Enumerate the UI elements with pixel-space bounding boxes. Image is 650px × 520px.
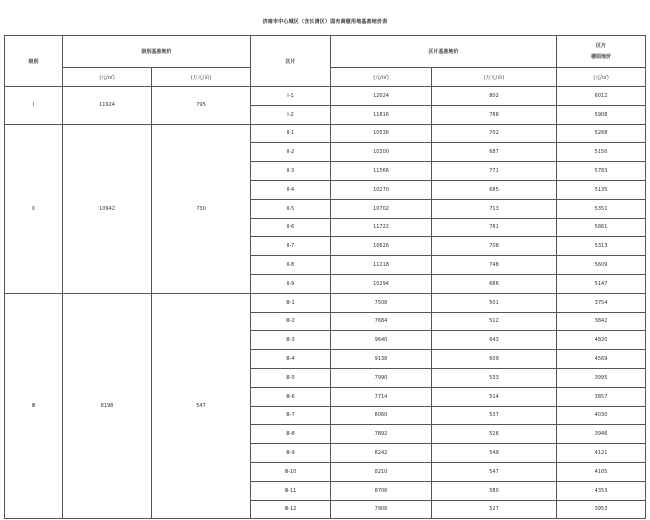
- grade-price-mu-cell: 547: [152, 293, 251, 519]
- zone-price-mu-cell: 781: [432, 218, 557, 237]
- zone-price-mu-cell: 702: [432, 124, 557, 143]
- zone-price-cell: 12024: [331, 87, 432, 106]
- grade-price-mu-cell: 730: [152, 124, 251, 293]
- unit-zone-wanyuan: (万元/亩): [432, 68, 557, 87]
- zone-floor-price-cell: 4105: [557, 462, 646, 481]
- zone-floor-price-cell: 3754: [557, 293, 646, 312]
- zone-price-cell: 11218: [331, 256, 432, 275]
- zone-cell: Ⅱ-3: [251, 162, 331, 181]
- unit-grade-yuan: (元/㎡): [63, 68, 152, 87]
- zone-price-cell: 7892: [331, 425, 432, 444]
- zone-price-cell: 7990: [331, 368, 432, 387]
- zone-price-mu-cell: 514: [432, 387, 557, 406]
- zone-cell: Ⅲ-7: [251, 406, 331, 425]
- zone-cell: Ⅱ-8: [251, 256, 331, 275]
- zone-cell: Ⅱ-7: [251, 237, 331, 256]
- zone-price-mu-cell: 512: [432, 312, 557, 331]
- zone-floor-price-cell: 3842: [557, 312, 646, 331]
- grade-price-mu-cell: 795: [152, 87, 251, 125]
- zone-price-cell: 10702: [331, 199, 432, 218]
- zone-cell: Ⅲ-10: [251, 462, 331, 481]
- zone-cell: Ⅱ-9: [251, 274, 331, 293]
- zone-price-mu-cell: 580: [432, 481, 557, 500]
- zone-price-mu-cell: 748: [432, 256, 557, 275]
- zone-floor-price-cell: 3857: [557, 387, 646, 406]
- table-row: [5, 124, 646, 143]
- zone-cell: Ⅱ-1: [251, 124, 331, 143]
- zone-price-mu-cell: 547: [432, 462, 557, 481]
- zone-price-mu-cell: 686: [432, 274, 557, 293]
- zone-floor-price-cell: 4569: [557, 350, 646, 369]
- zone-cell: Ⅰ-1: [251, 87, 331, 106]
- zone-cell: Ⅱ-5: [251, 199, 331, 218]
- grade-price-cell: 11924: [63, 87, 152, 125]
- zone-price-mu-cell: 788: [432, 105, 557, 124]
- zone-floor-price-cell: 5313: [557, 237, 646, 256]
- zone-cell: Ⅱ-4: [251, 180, 331, 199]
- zone-price-mu-cell: 771: [432, 162, 557, 181]
- grade-cell: Ⅰ: [5, 87, 63, 125]
- land-price-table: [4, 35, 646, 519]
- zone-price-cell: 9138: [331, 350, 432, 369]
- zone-floor-price-cell: 5351: [557, 199, 646, 218]
- zone-price-mu-cell: 537: [432, 406, 557, 425]
- zone-cell: Ⅲ-2: [251, 312, 331, 331]
- zone-cell: Ⅲ-11: [251, 481, 331, 500]
- zone-price-mu-cell: 533: [432, 368, 557, 387]
- zone-floor-price-cell: 5135: [557, 180, 646, 199]
- zone-price-cell: 7906: [331, 500, 432, 519]
- zone-price-mu-cell: 802: [432, 87, 557, 106]
- unit-grade-wanyuan: (万元/亩): [152, 68, 251, 87]
- zone-floor-price-cell: 4121: [557, 444, 646, 463]
- grade-cell: Ⅱ: [5, 124, 63, 293]
- zone-floor-price-cell: 3946: [557, 425, 646, 444]
- zone-floor-price-cell: 4030: [557, 406, 646, 425]
- zone-price-cell: 11566: [331, 162, 432, 181]
- zone-floor-price-cell: 5147: [557, 274, 646, 293]
- zone-price-mu-cell: 643: [432, 331, 557, 350]
- zone-price-mu-cell: 713: [432, 199, 557, 218]
- zone-floor-price-cell: 4820: [557, 331, 646, 350]
- zone-price-cell: 10626: [331, 237, 432, 256]
- zone-price-mu-cell: 549: [432, 444, 557, 463]
- zone-price-mu-cell: 685: [432, 180, 557, 199]
- zone-cell: Ⅱ-2: [251, 143, 331, 162]
- zone-floor-price-cell: 5908: [557, 105, 646, 124]
- header-zone-floor-line1: 区片: [596, 42, 607, 49]
- zone-floor-price-cell: 3995: [557, 368, 646, 387]
- table-row: [5, 87, 646, 106]
- zone-cell: Ⅱ-6: [251, 218, 331, 237]
- zone-price-cell: 8210: [331, 462, 432, 481]
- zone-floor-price-cell: 4353: [557, 481, 646, 500]
- table-body: [5, 87, 646, 519]
- zone-price-mu-cell: 609: [432, 350, 557, 369]
- grade-price-cell: 8198: [63, 293, 152, 519]
- table-row: [5, 293, 646, 312]
- zone-price-cell: 10270: [331, 180, 432, 199]
- page-title: 济南市中心城区（含长清区）国有商服用地基准地价表: [262, 19, 388, 25]
- zone-floor-price-cell: 5861: [557, 218, 646, 237]
- zone-price-cell: 9640: [331, 331, 432, 350]
- zone-cell: Ⅲ-6: [251, 387, 331, 406]
- zone-cell: Ⅲ-5: [251, 368, 331, 387]
- zone-cell: Ⅲ-9: [251, 444, 331, 463]
- zone-price-cell: 10294: [331, 274, 432, 293]
- zone-cell: Ⅲ-1: [251, 293, 331, 312]
- header-zone: 区片: [251, 36, 331, 87]
- zone-floor-price-cell: 6012: [557, 87, 646, 106]
- zone-price-cell: 8242: [331, 444, 432, 463]
- zone-cell: Ⅰ-2: [251, 105, 331, 124]
- zone-floor-price-cell: 5609: [557, 256, 646, 275]
- header-grade: 级别: [5, 36, 63, 87]
- zone-cell: Ⅲ-3: [251, 331, 331, 350]
- zone-floor-price-cell: 5150: [557, 143, 646, 162]
- grade-cell: Ⅲ: [5, 293, 63, 519]
- zone-cell: Ⅲ-8: [251, 425, 331, 444]
- zone-price-mu-cell: 526: [432, 425, 557, 444]
- zone-price-cell: 10536: [331, 124, 432, 143]
- zone-price-cell: 10300: [331, 143, 432, 162]
- header-grade-price: 级别基准地价: [63, 36, 251, 68]
- unit-floor-yuan: (元/㎡): [557, 68, 646, 87]
- header-zone-floor-price: [557, 36, 646, 68]
- zone-price-cell: 7714: [331, 387, 432, 406]
- unit-zone-yuan: (元/㎡): [331, 68, 432, 87]
- zone-price-mu-cell: 527: [432, 500, 557, 519]
- zone-floor-price-cell: 5268: [557, 124, 646, 143]
- header-zone-price: 区片基准地价: [331, 36, 557, 68]
- zone-price-cell: 7508: [331, 293, 432, 312]
- zone-price-cell: 8060: [331, 406, 432, 425]
- grade-price-cell: 10942: [63, 124, 152, 293]
- zone-floor-price-cell: 5783: [557, 162, 646, 181]
- zone-cell: Ⅲ-12: [251, 500, 331, 519]
- header-zone-floor-line2: 楼面地价: [591, 53, 612, 60]
- zone-price-cell: 8706: [331, 481, 432, 500]
- zone-price-cell: 11722: [331, 218, 432, 237]
- zone-price-mu-cell: 708: [432, 237, 557, 256]
- zone-price-cell: 11816: [331, 105, 432, 124]
- zone-floor-price-cell: 3953: [557, 500, 646, 519]
- zone-price-cell: 7684: [331, 312, 432, 331]
- zone-cell: Ⅲ-4: [251, 350, 331, 369]
- zone-price-mu-cell: 501: [432, 293, 557, 312]
- zone-price-mu-cell: 687: [432, 143, 557, 162]
